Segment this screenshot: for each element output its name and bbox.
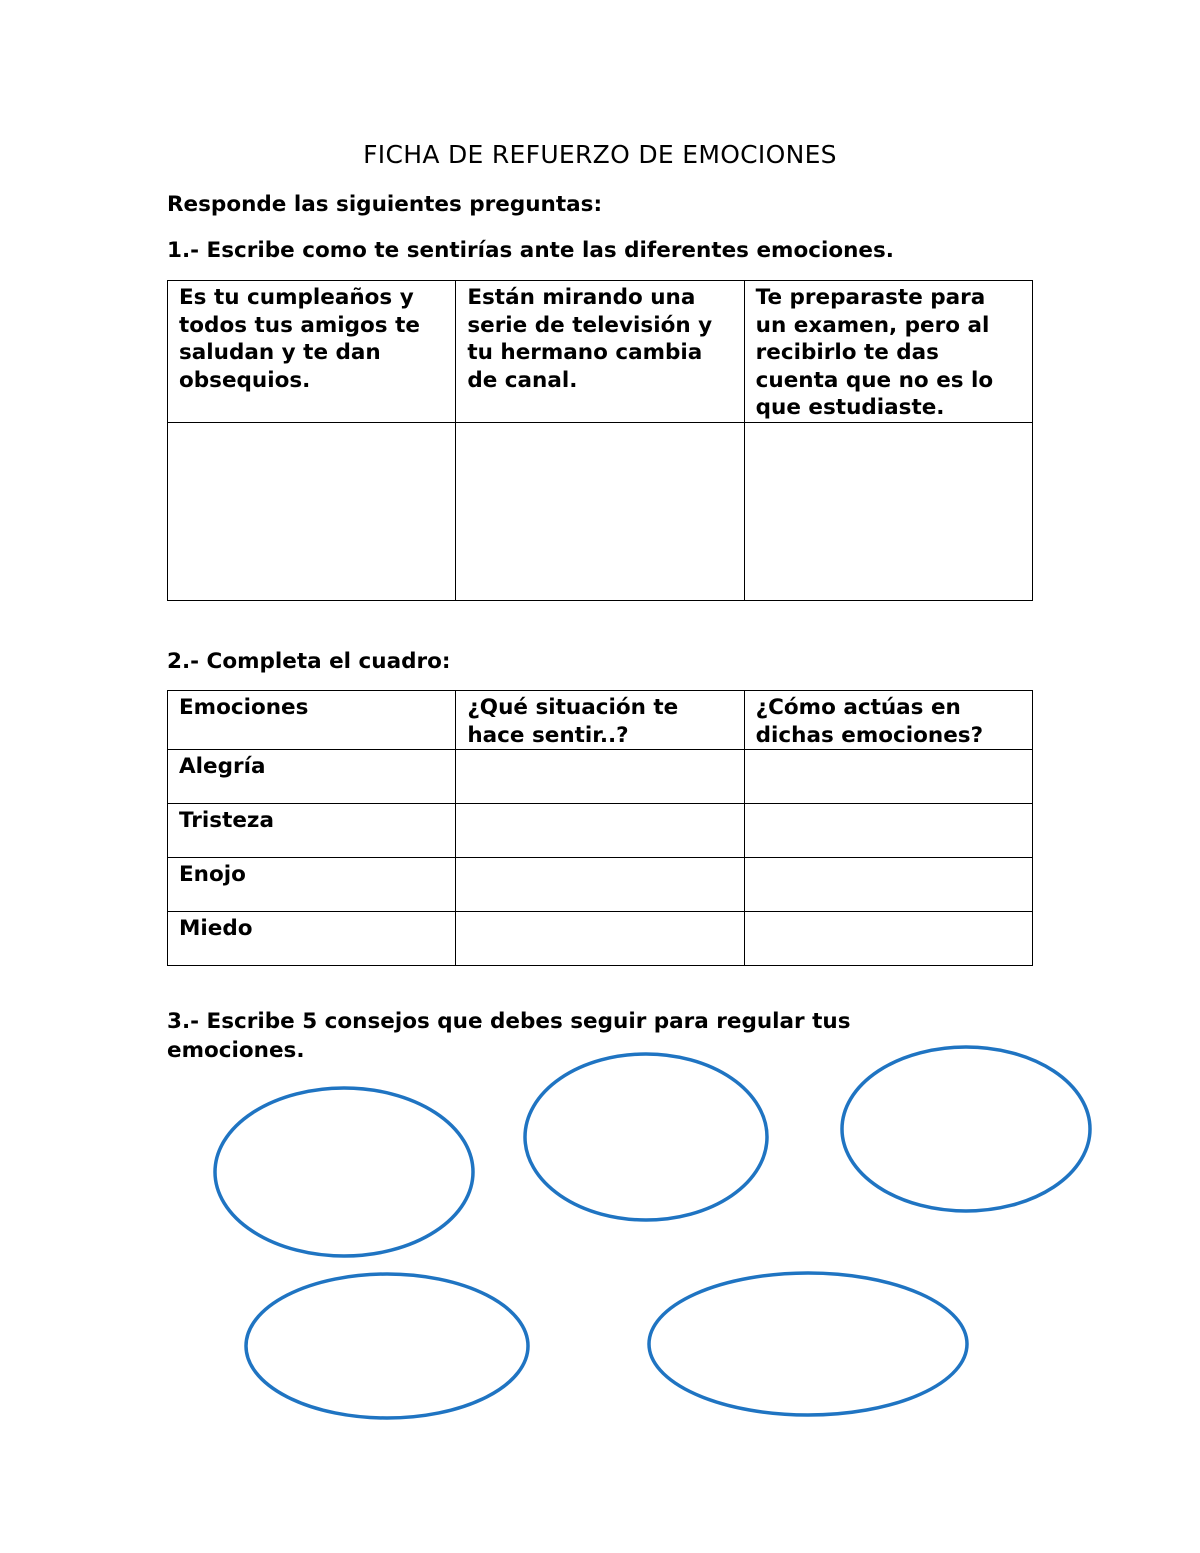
advice-oval-1[interactable] bbox=[215, 1088, 473, 1256]
advice-oval-2[interactable] bbox=[525, 1054, 767, 1220]
table-row bbox=[168, 912, 1033, 966]
instructions: Responde las siguientes preguntas: bbox=[167, 192, 603, 217]
answer-cell-birthday[interactable] bbox=[168, 422, 456, 600]
answer-cell[interactable] bbox=[744, 912, 1032, 966]
answer-cell[interactable] bbox=[456, 804, 744, 858]
situation-cell-tv: Están mirando una serie de televisión y tu hermano cambia de canal. bbox=[456, 281, 744, 423]
answer-cell[interactable] bbox=[744, 804, 1032, 858]
answer-cell[interactable] bbox=[456, 750, 744, 804]
situation-cell-birthday: Es tu cumpleaños y todos tus amigos te saludan y te dan obsequios. bbox=[168, 281, 456, 423]
answer-cell-exam[interactable] bbox=[744, 422, 1032, 600]
feelings-table bbox=[167, 280, 1033, 601]
page-title: FICHA DE REFUERZO DE EMOCIONES bbox=[363, 140, 837, 169]
emotion-label-alegria: Alegría bbox=[168, 750, 456, 804]
answer-cell[interactable] bbox=[456, 912, 744, 966]
table-row bbox=[168, 804, 1033, 858]
question-3-label: 3.- Escribe 5 consejos que debes seguir para regular tus emociones. bbox=[167, 1009, 851, 1063]
emotion-label-miedo: Miedo bbox=[168, 912, 456, 966]
answer-cell[interactable] bbox=[744, 858, 1032, 912]
answer-cell[interactable] bbox=[744, 750, 1032, 804]
answer-cell-tv[interactable] bbox=[456, 422, 744, 600]
header-situacion: ¿Qué situación te hace sentir..? bbox=[456, 691, 744, 750]
emotions-table bbox=[167, 690, 1033, 966]
question-2-label: 2.- Completa el cuadro: bbox=[167, 649, 451, 674]
advice-oval-5[interactable] bbox=[649, 1273, 967, 1415]
table-row bbox=[168, 858, 1033, 912]
table-row bbox=[168, 750, 1033, 804]
question-1-label: 1.- Escribe como te sentirías ante las diferentes emociones. bbox=[167, 238, 894, 263]
emotion-label-enojo: Enojo bbox=[168, 858, 456, 912]
advice-oval-4[interactable] bbox=[246, 1274, 528, 1418]
header-emociones: Emociones bbox=[168, 691, 456, 750]
situation-cell-exam: Te preparaste para un examen, pero al recibirlo te das cuenta que no es lo que estudiaste. bbox=[744, 281, 1032, 423]
emotion-label-tristeza: Tristeza bbox=[168, 804, 456, 858]
header-como-actuas: ¿Cómo actúas en dichas emociones? bbox=[744, 691, 1032, 750]
advice-oval-3[interactable] bbox=[842, 1047, 1090, 1211]
answer-cell[interactable] bbox=[456, 858, 744, 912]
